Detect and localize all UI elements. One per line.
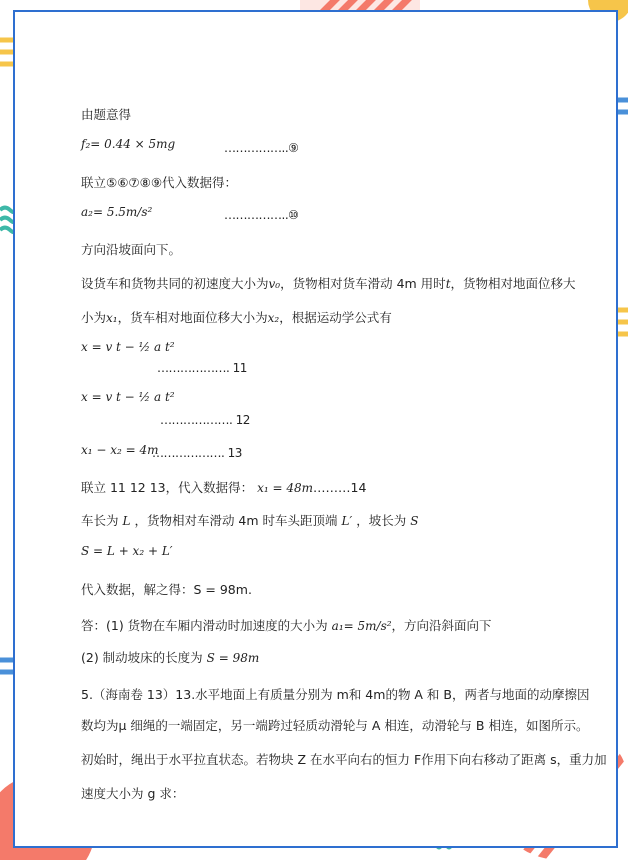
bars-left-top [0, 40, 14, 64]
dots-12: ………………. 12 [160, 413, 250, 427]
text-line-7: 小为x₁，货车相对地面位移大小为x₂，根据运动学公式有 [81, 310, 392, 325]
text-line-19: (2) 制动坡床的长度为 S = 98m [81, 650, 260, 665]
text-line-17: 代入数据，解之得：S = 98m. [81, 582, 252, 597]
equation-10: a₂= 5.5m/s² [81, 205, 153, 219]
text-line-5: 方向沿坡面向下。 [81, 242, 182, 257]
text-line-20: 5.（海南卷 13）13.水平地面上有质量分别为 m和 4m的物 A 和 B，两者与地面的动摩擦因 [81, 687, 590, 702]
text-line-14: 联立 11 12 13，代入数据得： x₁ = 48m………14 [81, 480, 367, 495]
equation-11: x = v t − ½ a t² [81, 340, 175, 354]
text-line-21: 数均为μ 细绳的一端固定，另一端跨过轻质动滑轮与 A 相连，动滑轮与 B 相连，如图所示。 [81, 718, 589, 733]
equation-s: S = L + x₂ + L′ [81, 544, 173, 558]
equation-9: f₂= 0.44 × 5mg [81, 137, 176, 151]
text-line-6: 设货车和货物共同的初速度大小为v₀，货物相对货车滑动 4m 用时t，货物相对地面位移大 [81, 276, 576, 291]
text-line-3: 联立⑤⑥⑦⑧⑨代入数据得： [81, 175, 238, 190]
equation-12: x = v t − ½ a t² [81, 390, 175, 404]
text-line-18: 答：(1) 货物在车厢内滑动时加速度的大小为 a₁= 5m/s²，方向沿斜面向下 [81, 618, 492, 633]
dots-11: ………………. 11 [157, 361, 247, 375]
equation-13: x₁ − x₂ = 4m [81, 443, 159, 457]
text-line-1: 由题意得 [81, 107, 132, 122]
dots-13: ………………. 13 [152, 446, 242, 460]
text-line-22: 初始时，绳出于水平拉直状态。若物块 Z 在水平向右的恒力 F作用下向右移动了距离 s，重力加 [81, 752, 607, 767]
dots-10: ……………..⑩ [224, 208, 299, 222]
text-line-15: 车长为 L ，货物相对车滑动 4m 时车头距顶端 L′ ，坡长为 S [81, 513, 419, 528]
text-line-23: 速度大小为 g 求： [81, 786, 185, 801]
dots-9: ……………..⑨ [224, 141, 299, 155]
bars-left-bottom [0, 660, 14, 672]
